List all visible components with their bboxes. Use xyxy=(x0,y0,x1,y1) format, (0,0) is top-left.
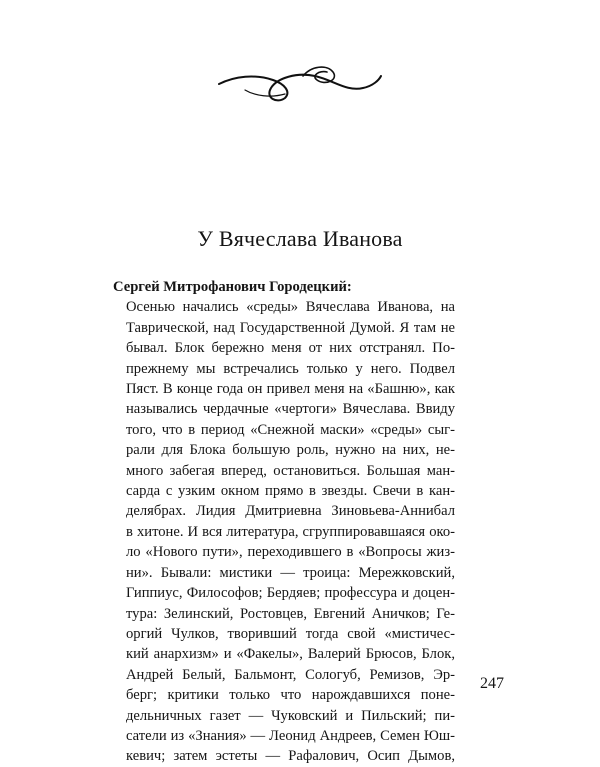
text-line: ло «Нового пути», переходившего в «Вопросы жиз- xyxy=(126,544,455,561)
text-line: бывал. Блок бережно меня от них отстранял. По- xyxy=(126,340,455,357)
text-line: Пяст. В конце года он привел меня на «Башню», как xyxy=(126,381,455,398)
flourish-ornament-icon xyxy=(215,62,385,106)
text-line: в хитоне. И вся литература, сгруппировавшаяся око- xyxy=(126,523,455,540)
text-line: Таврической, над Государственной Думой. Я там не xyxy=(126,319,455,336)
text-line: кевич; затем эстеты — Рафалович, Осип Дымов, xyxy=(126,748,455,765)
text-line: много забегая вперед, остановиться. Большая ман- xyxy=(126,462,455,479)
text-line: делябрах. Лидия Дмитриевна Зиновьева-Аннибал xyxy=(126,503,455,520)
text-line: тура: Зелинский, Ростовцев, Евгений Аничков; Ге- xyxy=(126,605,455,622)
text-line: прежнему мы встречались только у него. Подвел xyxy=(126,360,455,377)
text-line: ни». Бывали: мистики — троица: Мережковский, xyxy=(126,564,455,581)
flourish-stroke-tail xyxy=(245,90,285,96)
text-line: дельничных газет — Чуковский и Пильский; пи- xyxy=(126,707,455,724)
text-line: назывались чердачные «чертоги» Вячеслава. Ввиду xyxy=(126,401,455,418)
speaker-name: Сергей Митрофанович Городецкий: xyxy=(113,279,352,295)
flourish-stroke-main xyxy=(219,75,381,101)
text-line: рали для Блока большую роль, нужно на них, не- xyxy=(126,442,455,459)
text-line: кий анархизм» и «Факелы», Валерий Брюсов, Блок, xyxy=(126,646,455,663)
text-line: того, что в период «Снежной маски» «среды» сыг- xyxy=(126,421,455,438)
text-line: сарда с узким окном прямо в звезды. Свечи в кан- xyxy=(126,483,455,500)
text-line: Гиппиус, Философов; Бердяев; профессура и доцен- xyxy=(126,585,455,602)
text-line: берг; критики только что нарождавшихся поне- xyxy=(126,687,455,704)
text-line: оргий Чулков, творивший тогда свой «мистичес- xyxy=(126,625,455,642)
body-text xyxy=(113,277,455,767)
text-line: сатели из «Знания» — Леонид Андреев, Семен Юш- xyxy=(126,727,455,744)
chapter-title: У Вячеслава Иванова xyxy=(197,226,403,251)
text-line: Осенью начались «среды» Вячеслава Иванова, на xyxy=(126,299,455,316)
text-line: Андрей Белый, Бальмонт, Сологуб, Ремизов, Эр- xyxy=(126,666,455,683)
page-number: 247 xyxy=(480,675,504,692)
